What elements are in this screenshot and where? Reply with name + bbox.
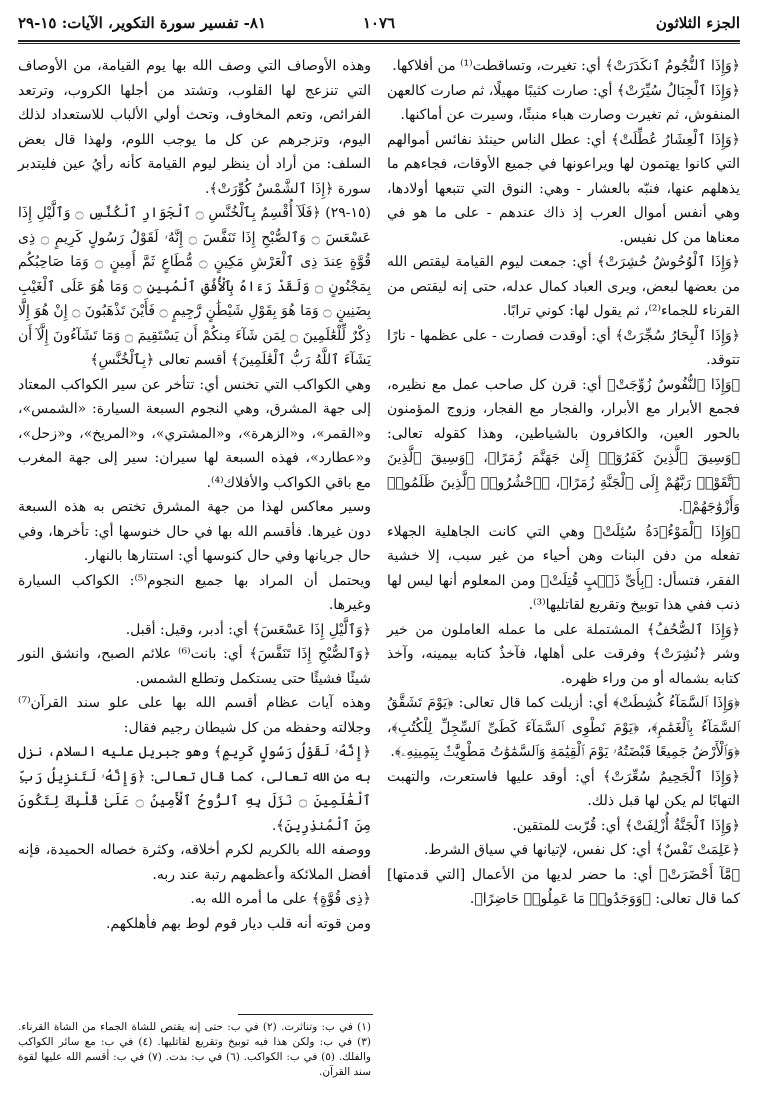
paragraph: ﴿وَٱلصُّبْحِ إِذَا تَنَفَّسَ﴾ أي: بانت⁽⁶⁾ علائم الصبح، وانشق النور شيئًا فشيئًا حتى يستكمل وتطلع الشمس. (18, 646, 372, 687)
paragraph: ﴿وَإِذَا ٱلْبِحَارُ سُجِّرَتْ﴾ أي: أوقدت فصارت - على عظمها - نارًا تتوقد. (387, 327, 740, 368)
paragraph: وهذه آيات عظام أقسم الله بها على علو سند القرآن⁽⁷⁾ وجلالته وحفظه من كل شيطان رجيم فقال: (18, 695, 371, 736)
header-rule (18, 40, 740, 42)
paragraph: ووصفه الله بالكريم لكرم أخلاقه، وكثرة خصاله الحميدة، فإنه أفضل الملائكة وأعظمهم رتبة عند ربه. (18, 842, 371, 883)
paragraph: ﴿مَّآ أَحْضَرَتْ﴾ أي: ما حضر لديها من الأعمال [التي قدمتها] كما قال تعالى: ﴿وَوَجَدُوا۟ مَا عَمِلُوا۟ حَاضِرًا﴾. (387, 866, 740, 907)
paragraph: ومن قوته أنه قلب ديار قوم لوط بهم فأهلكهم. (105, 915, 371, 932)
paragraph: ﴿وَإِذَا ٱلْجَحِيمُ سُعِّرَتْ﴾ أي: أوقد عليها فاستعرت، والتهبت التهابًا لم يكن لها قبل ذلك. (387, 768, 740, 809)
paragraph: ﴿وَإِذَا ٱلْعِشَارُ عُطِّلَتْ﴾ أي: عطل الناس حينئذ نفائس أموالهم التي كانوا يهتمون لها ويراعونها في جميع الأوقات، فجاءهم ما يذهلهم عنها، فنبّه بالعشار - وهي: النوق التي تتبعها أولادها، وهي أنفس أموال العرب إذ ذاك عندهم - على ما هو في معناها من كل نفيس. (387, 131, 740, 246)
page-number: ١٠٧٦ (362, 14, 396, 32)
paragraph: ﴿وَإِذَا ٱلْوُحُوشُ حُشِرَتْ﴾ أي: جمعت ليوم القيامة ليقتص الله من بعضها لبعض، ويرى العباد كمال عدله، حتى إنه ليقتص من القرناء للجماء⁽²⁾، ثم يقول لها: كوني ترابًا. (387, 254, 740, 319)
footnotes (18, 1020, 371, 1080)
right-column (387, 54, 740, 912)
paragraph: ﴿وَإِذَا ٱلسَّمَآءُ كُشِطَتْ﴾ أي: أزيلت كما قال تعالى: ﴿يَوْمَ تَشَقَّقُ ٱلسَّمَآءُ بِٱلْغَمَٰمِ﴾، ﴿يَوْمَ نَطْوِى ٱلسَّمَآءَ كَطَىِّ ٱلسِّجِلِّ لِلْكُتُبِ﴾، ﴿وَٱلْأَرْضُ جَمِيعًا قَبْضَتُهُۥ يَوْمَ ٱلْقِيَٰمَةِ وَٱلسَّمَٰوَٰتُ مَطْوِيَّٰتٌۢ بِيَمِينِهِۦ﴾. (387, 695, 740, 760)
paragraph: ﴿وَٱلَّيْلِ إِذَا عَسْعَسَ﴾ أي: أدبر، وقيل: أقبل. (125, 621, 371, 638)
page-header (18, 14, 740, 38)
paragraph: ﴿وَإِذَا ٱلنُّفُوسُ زُوِّجَتْ﴾ أي: قرن كل صاحب عمل مع نظيره، فجمع الأبرار مع الأبرار، والفجار مع الفجار، وزوج المؤمنون بالحور العين، والكافرون بالشياطين، وهذا كقوله تعالى: ﴿وَسِيقَ ٱلَّذِينَ كَفَرُوٓا۟ إِلَىٰ جَهَنَّمَ زُمَرًا﴾، ﴿وَسِيقَ ٱلَّذِينَ ٱتَّقَوْا۟ رَبَّهُمْ إِلَى ٱلْجَنَّةِ زُمَرًا﴾، ﴿ٱحْشُرُوا۟ ٱلَّذِينَ ظَلَمُوا۟ وَأَزْوَٰجَهُمْ﴾. (387, 376, 740, 515)
paragraph: ﴿وَإِذَا ٱلْجَنَّةُ أُزْلِفَتْ﴾ أي: قُرّبت للمتقين. (512, 817, 740, 834)
paragraph: وهذه الأوصاف التي وصف الله بها يوم القيامة، من الأوصاف التي تنزعج لها القلوب، وتشتد من أجلها الكروب، وترتعد الفرائص، وتعم المخاوف، وتحث أولي الألباب للاستعداد لذلك اليوم، وتزجرهم عن كل ما يوجب اللوم، ولهذا قال بعض السلف: من أراد أن ينظر ليوم القيامة كأنه رأيُ عين فليتدبر سورة ﴿إِذَا ٱلشَّمْسُ كُوِّرَتْ﴾. (18, 58, 371, 197)
paragraph: ﴿وَإِذَا ٱلْجِبَالُ سُيِّرَتْ﴾ أي: صارت كثيبًا مهيلًا، ثم صارت كالعهن المنفوش، ثم تغيرت وصارت هباء منبثًا، وسيرت عن أماكنها. (387, 82, 740, 123)
paragraph: ﴿وَإِذَا ٱلْمَوْءُۥدَةُ سُئِلَتْ﴾ وهي التي كانت الجاهلية الجهلاء تفعله من دفن البنات وهن أحياء من غير سبب، إلا خشية الفقر، فتسأل: ﴿بِأَىِّ ذَنۢبٍ قُتِلَتْ﴾ ومن المعلوم أنها ليس لها ذنب ففي هذا توبيخ وتقريع لقاتليها⁽³⁾. (387, 523, 740, 613)
paragraph: ﴿ذِى قُوَّةٍ﴾ على ما أمره الله به. (190, 891, 371, 907)
paragraph: وسير معاكس لهذا من جهة المشرق تختص به هذه السبعة دون غيرها. فأقسم الله بها في حال خنوسها أي: تأخرها، وفي حال جريانها وفي حال كنوسها أي: استتارها بالنهار. (18, 499, 371, 564)
left-column (18, 54, 371, 936)
part-title: الجزء الثلاثون (655, 14, 740, 32)
verse-block: (١٥-٢٩) ﴿فَلَآ أُقْسِمُ بِٱلْخُنَّسِ ۝ ٱلْجَوَارِ ٱلْكُنَّسِ ۝ وَٱلَّيْلِ إِذَا عَسْعَسَ ۝ وَٱلصُّبْحِ إِذَا تَنَفَّسَ ۝ إِنَّهُۥ لَقَوْلُ رَسُولٍ كَرِيمٍ ۝ ذِى قُوَّةٍ عِندَ ذِى ٱلْعَرْشِ مَكِينٍ ۝ مُّطَاعٍ ثَمَّ أَمِينٍ ۝ وَمَا صَاحِبُكُم بِمَجْنُونٍ ۝ وَلَقَدْ رَءَاهُ بِٱلْأُفُقِ ٱلْمُبِينِ ۝ وَمَا هُوَ عَلَى ٱلْغَيْبِ بِضَنِينٍ ۝ وَمَا هُوَ بِقَوْلِ شَيْطَٰنٍ رَّجِيمٍ ۝ فَأَيْنَ تَذْهَبُونَ ۝ إِنْ هُوَ إِلَّا ذِكْرٌ لِّلْعَٰلَمِينَ ۝ لِمَن شَآءَ مِنكُمْ أَن يَسْتَقِيمَ ۝ وَمَا تَشَآءُونَ إِلَّآ أَن يَشَآءَ ٱللَّهُ رَبُّ ٱلْعَٰلَمِينَ﴾ أقسم تعالى ﴿بِٱلْخُنَّسِ﴾ (18, 205, 372, 368)
header-rule-thin (18, 43, 740, 44)
paragraph: ﴿وَإِذَا ٱلصُّحُفُ﴾ المشتملة على ما عمله العاملون من خير وشر ﴿نُشِرَتْ﴾ وفرقت على أهلها، فآخذٌ كتابه بيمينه، وآخذ كتابه بشماله أو من وراء ظهره. (387, 621, 740, 687)
paragraph: ﴿عَلِمَتْ نَفْسٌ﴾ أي: كل نفس، لإتيانها في سياق الشرط. (423, 842, 740, 858)
paragraph: وهي الكواكب التي تخنس أي: تتأخر عن سير الكواكب المعتاد إلى جهة المشرق، وهي النجوم السبعة السيارة: «الشمس»، و«القمر»، و«الزهرة»، و«المشتري»، و«المريخ»، و«زحل»، و«عطارد»، فهذه السبعة لها سيران: سير إلى جهة المغرب مع باقي الكواكب والأفلاك⁽⁴⁾. (18, 376, 371, 491)
footnote-rule (238, 1014, 373, 1015)
paragraph: ﴿إِنَّهُۥ لَقَوْلُ رَسُولٍ كَرِيمٍ﴾ وهو جبريل عليه السلام، نزل به من الله تعالى، كما قال تعالى: ﴿وَإِنَّهُۥ لَتَنزِيلُ رَبِّ ٱلْعَٰلَمِينَ ۝ نَزَلَ بِهِ ٱلرُّوحُ ٱلْأَمِينُ ۝ عَلَىٰ قَلْبِكَ لِتَكُونَ مِنَ ٱلْمُنذِرِينَ﴾. (18, 744, 372, 834)
paragraph: ويحتمل أن المراد بها جميع النجوم⁽⁵⁾: الكواكب السيارة وغيرها. (18, 572, 371, 613)
paragraph: ﴿وَإِذَا ٱلنُّجُومُ ٱنكَدَرَتْ﴾ أي: تغيرت، وتساقطت⁽¹⁾ من أفلاكها. (392, 58, 740, 74)
surah-title: ٨١- تفسير سورة التكوير، الآيات: ١٥-٢٩ (18, 14, 267, 32)
footnote-text: (١) في ب: وتناثرت. (٢) في ب: حتى إنه يقتص للشاة الجماء من الشاة القرناء. (٣) في ب: ولكن هذا فيه توبيخ وتقريع لقاتليها. (٤) في ب: مع سائر الكواكب والفلك. (٥) في ب: الكواكب. (٦) في ب: بدت. (٧) في ب: أقسم الله عليها لقوة سند القرآن. (18, 1021, 371, 1078)
